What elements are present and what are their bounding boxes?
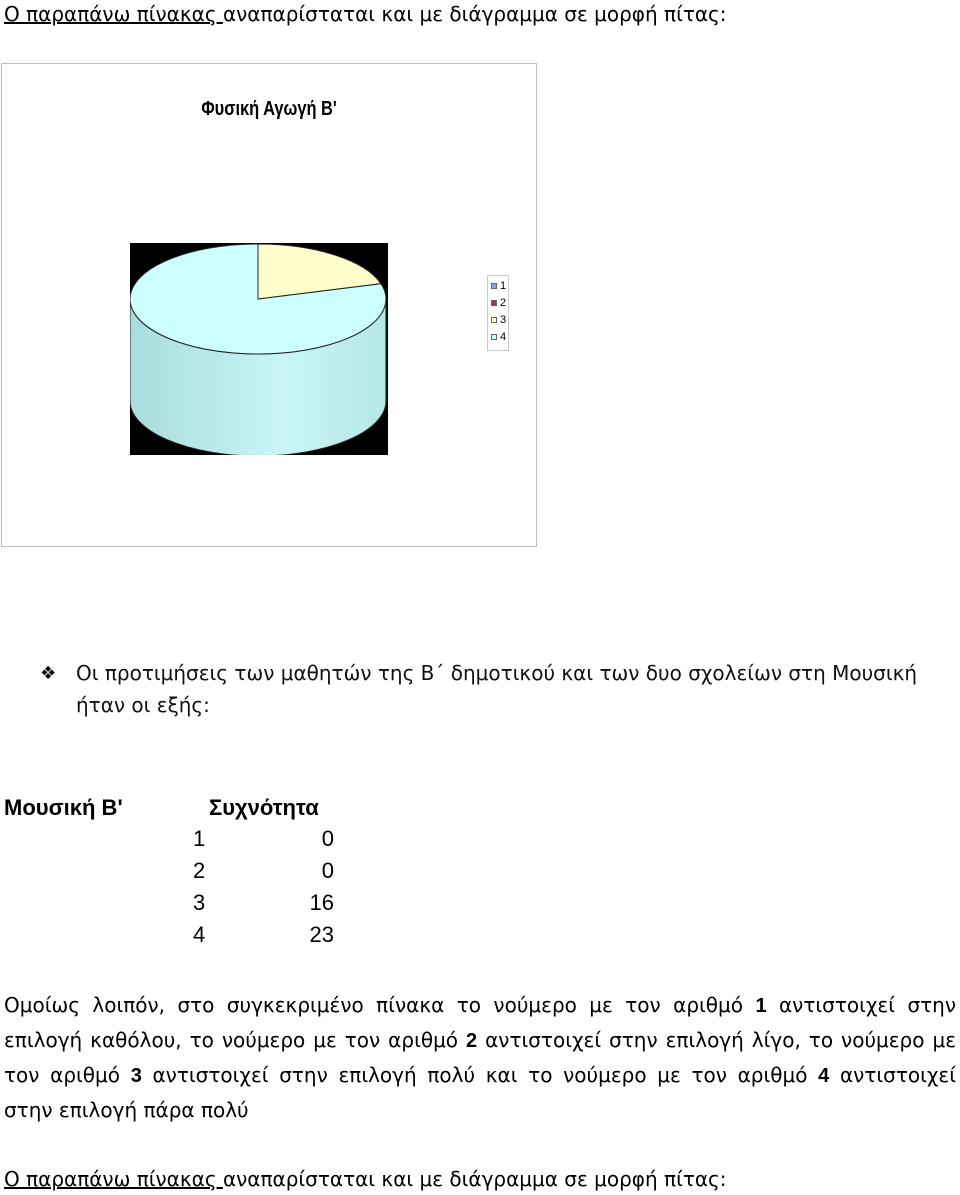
table-cell-frequency: 16 — [309, 890, 334, 915]
explanation-line-4: στην επιλογή πάρα πολύ — [4, 1098, 249, 1122]
explanation-line-3: τον αριθμό 3 αντιστοιχεί στην επιλογή πολύ και το νούμερο με τον αριθμό 4 αντιστοιχεί — [4, 1063, 957, 1087]
table-cell-value: 1 — [193, 826, 206, 851]
explanation-line-1: Ομοίως λοιπόν, στο συγκεκριμένο πίνακα το νούμερο με τον αριθμό 1 αντιστοιχεί στην — [4, 993, 957, 1017]
legend-swatch — [491, 317, 497, 323]
table-reference-link[interactable]: Ο παραπάνω πίνακας — [4, 2, 223, 26]
table-header-frequency: Συχνότητα — [209, 795, 319, 820]
diamond-bullet-icon: ❖ — [40, 663, 57, 684]
chart-intro-text-bottom — [4, 1167, 727, 1191]
legend-swatch — [491, 283, 497, 289]
table-cell-frequency: 0 — [321, 826, 334, 851]
legend-label: 1 — [500, 280, 507, 292]
pie-svg — [130, 243, 388, 455]
plot-area — [130, 243, 388, 455]
legend-label: 4 — [500, 331, 507, 343]
legend-swatch — [491, 334, 497, 340]
table-header-music: Μουσική Β' — [4, 795, 123, 820]
table-cell-frequency: 23 — [309, 922, 334, 947]
legend-label: 2 — [500, 297, 507, 309]
table-reference-link-bottom[interactable]: Ο παραπάνω πίνακας — [4, 1167, 223, 1191]
legend-label: 3 — [500, 314, 507, 326]
music-intro-line-1: Οι προτιμήσεις των μαθητών της Β΄ δημοτικού και των δυο σχολείων στη Μουσική — [76, 661, 918, 685]
chart-intro-rest: αναπαρίσταται και με διάγραμμα σε μορφή πίτας: — [222, 2, 727, 26]
table-cell-value: 4 — [193, 922, 206, 947]
table-cell-value: 3 — [193, 890, 206, 915]
chart-legend — [487, 275, 509, 351]
pie-chart — [1, 63, 537, 547]
explanation-line-2: επιλογή καθόλου, το νούμερο με τον αριθμό 2 αντιστοιχεί στην επιλογή λίγο, το νούμερο με — [4, 1028, 957, 1052]
music-intro-line-2: ήταν οι εξής: — [76, 693, 210, 717]
legend-swatch — [491, 300, 497, 306]
chart-title: Φυσική Αγωγή Β' — [201, 98, 337, 120]
table-cell-value: 2 — [193, 858, 206, 883]
table-cell-frequency: 0 — [321, 858, 334, 883]
chart-intro-text — [4, 2, 727, 26]
chart-intro-rest-bottom: αναπαρίσταται και με διάγραμμα σε μορφή πίτας: — [222, 1167, 727, 1191]
